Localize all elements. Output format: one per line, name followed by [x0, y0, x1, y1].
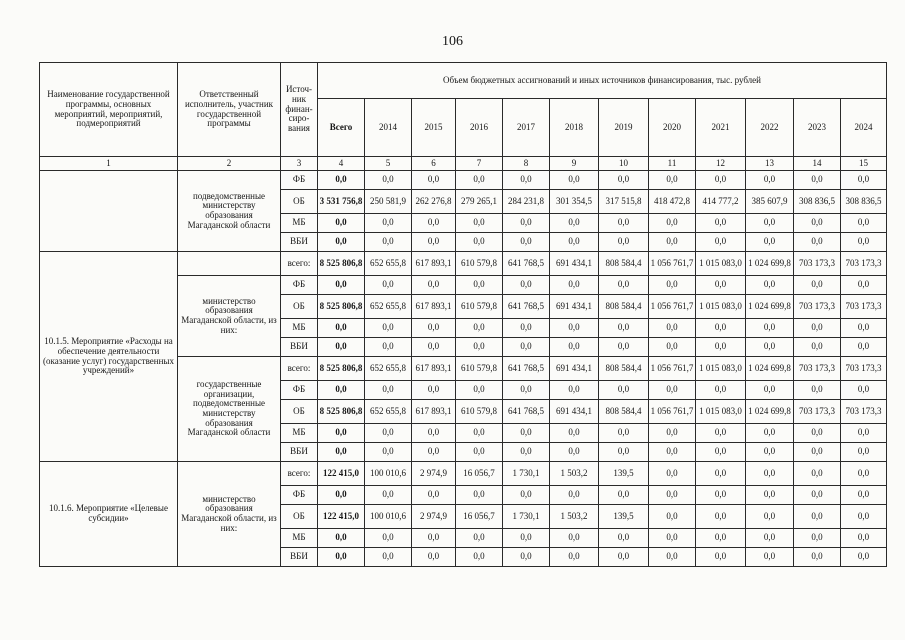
value-cell: 0,0	[503, 338, 550, 357]
value-cell: 0,0	[746, 424, 794, 443]
column-number: 12	[696, 157, 746, 171]
value-cell: 0,0	[794, 381, 841, 400]
value-cell: 0,0	[794, 443, 841, 462]
value-cell: 0,0	[550, 171, 599, 190]
value-cell: 691 434,1	[550, 400, 599, 424]
value-cell: 610 579,8	[456, 252, 503, 276]
value-cell: 703 173,3	[794, 252, 841, 276]
value-cell: 0,0	[696, 381, 746, 400]
value-cell: 703 173,3	[841, 252, 887, 276]
value-cell: 0,0	[318, 319, 365, 338]
funding-source: ВБИ	[281, 443, 318, 462]
year-header: 2017	[503, 99, 550, 157]
value-cell: 0,0	[412, 548, 456, 567]
value-cell: 2 974,9	[412, 462, 456, 486]
value-cell: 0,0	[649, 381, 696, 400]
value-cell: 0,0	[841, 233, 887, 252]
value-cell: 3 531 756,8	[318, 190, 365, 214]
value-cell: 0,0	[503, 233, 550, 252]
header-volume: Объем бюджетных ассигнований и иных источников финансирования, тыс. рублей	[318, 63, 887, 99]
value-cell: 0,0	[365, 171, 412, 190]
value-cell: 0,0	[550, 486, 599, 505]
value-cell: 0,0	[841, 462, 887, 486]
value-cell: 122 415,0	[318, 505, 365, 529]
value-cell: 0,0	[746, 319, 794, 338]
value-cell: 414 777,2	[696, 190, 746, 214]
value-cell: 0,0	[696, 424, 746, 443]
value-cell: 0,0	[794, 424, 841, 443]
value-cell: 1 503,2	[550, 462, 599, 486]
value-cell: 1 024 699,8	[746, 295, 794, 319]
value-cell: 703 173,3	[794, 400, 841, 424]
value-cell: 0,0	[550, 214, 599, 233]
value-cell: 0,0	[503, 548, 550, 567]
value-cell: 1 056 761,7	[649, 400, 696, 424]
value-cell: 8 525 806,8	[318, 400, 365, 424]
value-cell: 0,0	[841, 529, 887, 548]
value-cell: 0,0	[503, 381, 550, 400]
value-cell: 0,0	[696, 338, 746, 357]
value-cell: 617 893,1	[412, 400, 456, 424]
value-cell: 250 581,9	[365, 190, 412, 214]
executor-name	[178, 252, 281, 276]
column-number: 1	[40, 157, 178, 171]
funding-source: ВБИ	[281, 233, 318, 252]
value-cell: 1 056 761,7	[649, 252, 696, 276]
value-cell: 0,0	[696, 462, 746, 486]
value-cell: 0,0	[456, 214, 503, 233]
value-cell: 652 655,8	[365, 357, 412, 381]
value-cell: 139,5	[599, 462, 649, 486]
year-header: 2016	[456, 99, 503, 157]
column-number: 2	[178, 157, 281, 171]
value-cell: 808 584,4	[599, 252, 649, 276]
column-number: 14	[794, 157, 841, 171]
value-cell: 0,0	[456, 233, 503, 252]
value-cell: 0,0	[365, 381, 412, 400]
value-cell: 385 607,9	[746, 190, 794, 214]
value-cell: 0,0	[794, 233, 841, 252]
value-cell: 691 434,1	[550, 295, 599, 319]
value-cell: 0,0	[412, 214, 456, 233]
value-cell: 0,0	[794, 462, 841, 486]
value-cell: 139,5	[599, 505, 649, 529]
value-cell: 0,0	[649, 338, 696, 357]
value-cell: 0,0	[696, 443, 746, 462]
value-cell: 0,0	[503, 276, 550, 295]
value-cell: 0,0	[746, 338, 794, 357]
value-cell: 652 655,8	[365, 400, 412, 424]
value-cell: 0,0	[365, 338, 412, 357]
value-cell: 0,0	[841, 214, 887, 233]
value-cell: 0,0	[365, 424, 412, 443]
value-cell: 0,0	[696, 214, 746, 233]
value-cell: 0,0	[649, 443, 696, 462]
column-number: 5	[365, 157, 412, 171]
value-cell: 0,0	[841, 443, 887, 462]
value-cell: 0,0	[318, 529, 365, 548]
header-program-name: Наименование государственной программы, основных мероприятий, мероприятий, подмероприятий	[40, 63, 178, 157]
value-cell: 0,0	[599, 214, 649, 233]
value-cell: 0,0	[599, 548, 649, 567]
value-cell: 0,0	[696, 486, 746, 505]
value-cell: 641 768,5	[503, 295, 550, 319]
value-cell: 808 584,4	[599, 400, 649, 424]
year-header: 2015	[412, 99, 456, 157]
table-row	[40, 462, 887, 486]
value-cell: 1 024 699,8	[746, 252, 794, 276]
value-cell: 0,0	[318, 171, 365, 190]
value-cell: 617 893,1	[412, 357, 456, 381]
value-cell: 0,0	[794, 276, 841, 295]
value-cell: 0,0	[599, 319, 649, 338]
funding-source: всего:	[281, 357, 318, 381]
value-cell: 0,0	[365, 529, 412, 548]
value-cell: 0,0	[365, 443, 412, 462]
value-cell: 0,0	[550, 424, 599, 443]
funding-source: ВБИ	[281, 338, 318, 357]
value-cell: 0,0	[696, 319, 746, 338]
column-number: 15	[841, 157, 887, 171]
value-cell: 0,0	[365, 548, 412, 567]
header-funding-source: Источ-ник финан-сиро-вания	[281, 63, 318, 157]
funding-source: ОБ	[281, 400, 318, 424]
value-cell: 0,0	[746, 171, 794, 190]
funding-source: МБ	[281, 319, 318, 338]
value-cell: 0,0	[599, 233, 649, 252]
value-cell: 0,0	[412, 381, 456, 400]
year-header: 2021	[696, 99, 746, 157]
year-header: 2020	[649, 99, 696, 157]
value-cell: 703 173,3	[841, 400, 887, 424]
funding-source: МБ	[281, 529, 318, 548]
value-cell: 0,0	[794, 548, 841, 567]
value-cell: 0,0	[841, 171, 887, 190]
value-cell: 0,0	[649, 486, 696, 505]
funding-source: ОБ	[281, 190, 318, 214]
value-cell: 0,0	[649, 462, 696, 486]
value-cell: 652 655,8	[365, 252, 412, 276]
value-cell: 0,0	[456, 338, 503, 357]
value-cell: 0,0	[550, 529, 599, 548]
value-cell: 703 173,3	[841, 295, 887, 319]
value-cell: 0,0	[794, 505, 841, 529]
value-cell: 100 010,6	[365, 505, 412, 529]
value-cell: 0,0	[746, 276, 794, 295]
value-cell: 0,0	[365, 319, 412, 338]
value-cell: 0,0	[599, 424, 649, 443]
value-cell: 0,0	[599, 276, 649, 295]
value-cell: 308 836,5	[794, 190, 841, 214]
value-cell: 0,0	[746, 214, 794, 233]
value-cell: 0,0	[841, 424, 887, 443]
value-cell: 0,0	[649, 276, 696, 295]
value-cell: 16 056,7	[456, 462, 503, 486]
value-cell: 0,0	[746, 233, 794, 252]
funding-source: всего:	[281, 462, 318, 486]
year-header: 2022	[746, 99, 794, 157]
column-number: 10	[599, 157, 649, 171]
value-cell: 418 472,8	[649, 190, 696, 214]
value-cell: 0,0	[365, 276, 412, 295]
executor-name: государственные организации, подведомственные министерству образования Магаданской области	[178, 357, 281, 462]
value-cell: 703 173,3	[794, 357, 841, 381]
value-cell: 0,0	[550, 319, 599, 338]
value-cell: 0,0	[841, 486, 887, 505]
value-cell: 1 015 083,0	[696, 400, 746, 424]
value-cell: 0,0	[696, 505, 746, 529]
value-cell: 1 015 083,0	[696, 295, 746, 319]
value-cell: 0,0	[550, 338, 599, 357]
value-cell: 0,0	[746, 462, 794, 486]
program-name: 10.1.5. Мероприятие «Расходы на обеспечение деятельности (оказание услуг) государственных учреждений»	[40, 252, 178, 462]
value-cell: 0,0	[550, 381, 599, 400]
value-cell: 301 354,5	[550, 190, 599, 214]
value-cell: 617 893,1	[412, 295, 456, 319]
value-cell: 0,0	[503, 443, 550, 462]
value-cell: 0,0	[599, 381, 649, 400]
value-cell: 610 579,8	[456, 357, 503, 381]
value-cell: 0,0	[550, 233, 599, 252]
funding-source: МБ	[281, 214, 318, 233]
value-cell: 0,0	[746, 505, 794, 529]
value-cell: 0,0	[318, 338, 365, 357]
table-row	[40, 252, 887, 276]
value-cell: 1 503,2	[550, 505, 599, 529]
value-cell: 703 173,3	[794, 295, 841, 319]
executor-name: министерство образования Магаданской области, из них:	[178, 276, 281, 357]
value-cell: 610 579,8	[456, 400, 503, 424]
funding-source: ФБ	[281, 276, 318, 295]
value-cell: 0,0	[365, 486, 412, 505]
funding-source: всего:	[281, 252, 318, 276]
value-cell: 0,0	[794, 214, 841, 233]
value-cell: 808 584,4	[599, 295, 649, 319]
value-cell: 317 515,8	[599, 190, 649, 214]
value-cell: 0,0	[412, 319, 456, 338]
value-cell: 641 768,5	[503, 357, 550, 381]
funding-source: ВБИ	[281, 548, 318, 567]
value-cell: 0,0	[599, 529, 649, 548]
value-cell: 0,0	[318, 424, 365, 443]
value-cell: 0,0	[456, 548, 503, 567]
table-row	[40, 171, 887, 190]
value-cell: 0,0	[794, 338, 841, 357]
value-cell: 0,0	[599, 443, 649, 462]
value-cell: 0,0	[318, 381, 365, 400]
value-cell: 691 434,1	[550, 357, 599, 381]
value-cell: 8 525 806,8	[318, 295, 365, 319]
column-number: 3	[281, 157, 318, 171]
value-cell: 0,0	[456, 319, 503, 338]
value-cell: 0,0	[841, 381, 887, 400]
value-cell: 0,0	[649, 424, 696, 443]
value-cell: 0,0	[746, 529, 794, 548]
value-cell: 0,0	[649, 214, 696, 233]
value-cell: 691 434,1	[550, 252, 599, 276]
column-number: 7	[456, 157, 503, 171]
value-cell: 0,0	[412, 338, 456, 357]
value-cell: 652 655,8	[365, 295, 412, 319]
value-cell: 0,0	[696, 276, 746, 295]
value-cell: 8 525 806,8	[318, 252, 365, 276]
value-cell: 0,0	[456, 486, 503, 505]
value-cell: 0,0	[794, 171, 841, 190]
value-cell: 0,0	[746, 381, 794, 400]
value-cell: 1 015 083,0	[696, 357, 746, 381]
value-cell: 0,0	[412, 233, 456, 252]
year-header: 2019	[599, 99, 649, 157]
value-cell: 0,0	[412, 424, 456, 443]
value-cell: 0,0	[412, 486, 456, 505]
value-cell: 0,0	[318, 214, 365, 233]
value-cell: 0,0	[412, 443, 456, 462]
value-cell: 0,0	[365, 214, 412, 233]
value-cell: 0,0	[599, 338, 649, 357]
value-cell: 0,0	[318, 233, 365, 252]
value-cell: 808 584,4	[599, 357, 649, 381]
value-cell: 0,0	[412, 171, 456, 190]
value-cell: 641 768,5	[503, 252, 550, 276]
value-cell: 0,0	[746, 486, 794, 505]
value-cell: 0,0	[841, 319, 887, 338]
value-cell: 0,0	[649, 319, 696, 338]
value-cell: 0,0	[503, 214, 550, 233]
value-cell: 0,0	[503, 424, 550, 443]
value-cell: 262 276,8	[412, 190, 456, 214]
value-cell: 0,0	[649, 505, 696, 529]
value-cell: 1 024 699,8	[746, 357, 794, 381]
header-executor: Ответственный исполнитель, участник государственной программы	[178, 63, 281, 157]
value-cell: 0,0	[456, 443, 503, 462]
value-cell: 284 231,8	[503, 190, 550, 214]
program-name: 10.1.6. Мероприятие «Целевые субсидии»	[40, 462, 178, 567]
page-number: 106	[442, 34, 463, 49]
funding-source: ФБ	[281, 381, 318, 400]
value-cell: 16 056,7	[456, 505, 503, 529]
value-cell: 0,0	[696, 529, 746, 548]
value-cell: 0,0	[412, 276, 456, 295]
value-cell: 0,0	[318, 276, 365, 295]
value-cell: 308 836,5	[841, 190, 887, 214]
value-cell: 0,0	[318, 486, 365, 505]
executor-name: подведомственные министерству образования Магаданской области	[178, 171, 281, 252]
column-number: 13	[746, 157, 794, 171]
value-cell: 0,0	[599, 486, 649, 505]
value-cell: 0,0	[456, 381, 503, 400]
value-cell: 0,0	[318, 443, 365, 462]
value-cell: 8 525 806,8	[318, 357, 365, 381]
value-cell: 0,0	[794, 319, 841, 338]
value-cell: 641 768,5	[503, 400, 550, 424]
value-cell: 0,0	[746, 443, 794, 462]
value-cell: 1 056 761,7	[649, 357, 696, 381]
column-number: 8	[503, 157, 550, 171]
column-number: 6	[412, 157, 456, 171]
value-cell: 1 056 761,7	[649, 295, 696, 319]
value-cell: 0,0	[841, 276, 887, 295]
funding-source: ОБ	[281, 295, 318, 319]
value-cell: 0,0	[550, 276, 599, 295]
value-cell: 0,0	[649, 171, 696, 190]
funding-source: ФБ	[281, 171, 318, 190]
value-cell: 0,0	[649, 529, 696, 548]
value-cell: 100 010,6	[365, 462, 412, 486]
value-cell: 0,0	[550, 443, 599, 462]
value-cell: 2 974,9	[412, 505, 456, 529]
value-cell: 0,0	[318, 548, 365, 567]
column-number: 11	[649, 157, 696, 171]
value-cell: 0,0	[365, 233, 412, 252]
value-cell: 0,0	[412, 529, 456, 548]
value-cell: 703 173,3	[841, 357, 887, 381]
value-cell: 1 730,1	[503, 462, 550, 486]
funding-source: МБ	[281, 424, 318, 443]
value-cell: 0,0	[794, 486, 841, 505]
value-cell: 0,0	[649, 548, 696, 567]
value-cell: 0,0	[696, 233, 746, 252]
value-cell: 617 893,1	[412, 252, 456, 276]
value-cell: 0,0	[456, 424, 503, 443]
value-cell: 0,0	[794, 529, 841, 548]
program-name	[40, 171, 178, 252]
year-header: 2024	[841, 99, 887, 157]
value-cell: 1 730,1	[503, 505, 550, 529]
column-number: 4	[318, 157, 365, 171]
value-cell: 0,0	[649, 233, 696, 252]
value-cell: 279 265,1	[456, 190, 503, 214]
funding-source: ФБ	[281, 486, 318, 505]
value-cell: 0,0	[503, 171, 550, 190]
value-cell: 0,0	[503, 319, 550, 338]
year-header: 2014	[365, 99, 412, 157]
value-cell: 0,0	[841, 505, 887, 529]
value-cell: 0,0	[599, 171, 649, 190]
year-header: Всего	[318, 99, 365, 157]
year-header: 2018	[550, 99, 599, 157]
value-cell: 0,0	[456, 276, 503, 295]
value-cell: 0,0	[696, 171, 746, 190]
value-cell: 610 579,8	[456, 295, 503, 319]
budget-table	[39, 62, 887, 567]
value-cell: 0,0	[550, 548, 599, 567]
year-header: 2023	[794, 99, 841, 157]
value-cell: 0,0	[841, 338, 887, 357]
value-cell: 0,0	[456, 529, 503, 548]
value-cell: 1 015 083,0	[696, 252, 746, 276]
value-cell: 1 024 699,8	[746, 400, 794, 424]
value-cell: 0,0	[841, 548, 887, 567]
value-cell: 0,0	[503, 486, 550, 505]
value-cell: 0,0	[456, 171, 503, 190]
value-cell: 122 415,0	[318, 462, 365, 486]
value-cell: 0,0	[503, 529, 550, 548]
funding-source: ОБ	[281, 505, 318, 529]
executor-name: министерство образования Магаданской области, из них:	[178, 462, 281, 567]
column-number: 9	[550, 157, 599, 171]
value-cell: 0,0	[746, 548, 794, 567]
value-cell: 0,0	[696, 548, 746, 567]
